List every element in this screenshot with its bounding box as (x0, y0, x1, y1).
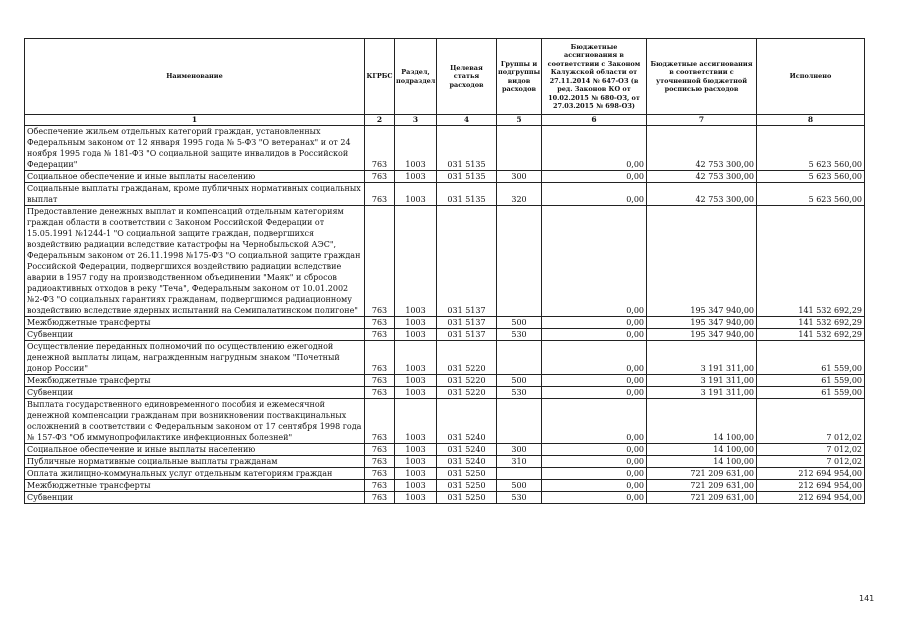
table-row (25, 492, 865, 504)
table-row (25, 444, 865, 456)
row-target-cell: 031 5220 (437, 341, 497, 375)
row-refined-amount-cell: 195 347 940,00 (647, 206, 757, 317)
row-target-cell: 031 5135 (437, 126, 497, 171)
row-law-amount-cell: 0,00 (542, 456, 647, 468)
row-executed-amount-cell: 212 694 954,00 (757, 480, 865, 492)
row-executed-amount-cell: 141 532 692,29 (757, 206, 865, 317)
row-name-cell: Осуществление переданных полномочий по осуществлению ежегодной денежной выплаты лицам, награжденным нагрудным знаком "Почетный донор России" (25, 341, 365, 375)
table-row (25, 341, 865, 375)
row-target-cell: 031 5250 (437, 468, 497, 480)
row-law-amount-cell: 0,00 (542, 375, 647, 387)
row-executed-amount-cell: 7 012,02 (757, 456, 865, 468)
row-kgrbs-cell: 763 (365, 456, 395, 468)
row-refined-amount-cell: 14 100,00 (647, 399, 757, 444)
row-name-cell: Публичные нормативные социальные выплаты гражданам (25, 456, 365, 468)
row-group-cell: 500 (497, 317, 542, 329)
row-group-cell: 300 (497, 171, 542, 183)
column-number: 1 (25, 115, 365, 126)
table-row (25, 387, 865, 399)
row-name-cell: Субвенции (25, 329, 365, 341)
row-law-amount-cell: 0,00 (542, 399, 647, 444)
row-executed-amount-cell: 61 559,00 (757, 387, 865, 399)
row-group-cell: 500 (497, 375, 542, 387)
row-name-cell: Социальные выплаты гражданам, кроме публичных нормативных социальных выплат (25, 183, 365, 206)
row-group-cell (497, 206, 542, 317)
row-executed-amount-cell: 5 623 560,00 (757, 183, 865, 206)
row-razdel-cell: 1003 (395, 329, 437, 341)
table-row (25, 480, 865, 492)
row-kgrbs-cell: 763 (365, 126, 395, 171)
row-law-amount-cell: 0,00 (542, 387, 647, 399)
header-executed: Исполнено (757, 39, 865, 115)
header-row (25, 39, 865, 115)
column-number: 2 (365, 115, 395, 126)
row-razdel-cell: 1003 (395, 341, 437, 375)
row-executed-amount-cell: 141 532 692,29 (757, 317, 865, 329)
table-row (25, 317, 865, 329)
row-name-cell: Межбюджетные трансферты (25, 480, 365, 492)
table-row (25, 206, 865, 317)
row-refined-amount-cell: 721 209 631,00 (647, 480, 757, 492)
header-law: Бюджетные ассигнования в соответствии с Законом Калужской области от 27.11.2014 № 647-ОЗ (в ред. Законов КО от 10.02.2015 № 680-ОЗ, от 27.03.2015 № 698-ОЗ) (542, 39, 647, 115)
row-razdel-cell: 1003 (395, 399, 437, 444)
table-row (25, 183, 865, 206)
table-body (25, 126, 865, 504)
row-kgrbs-cell: 763 (365, 480, 395, 492)
row-law-amount-cell: 0,00 (542, 492, 647, 504)
column-number: 7 (647, 115, 757, 126)
row-executed-amount-cell: 212 694 954,00 (757, 492, 865, 504)
row-refined-amount-cell: 3 191 311,00 (647, 375, 757, 387)
row-executed-amount-cell: 5 623 560,00 (757, 126, 865, 171)
row-law-amount-cell: 0,00 (542, 329, 647, 341)
row-refined-amount-cell: 3 191 311,00 (647, 341, 757, 375)
row-target-cell: 031 5250 (437, 480, 497, 492)
table-row (25, 399, 865, 444)
page-number: 141 (859, 594, 875, 603)
row-executed-amount-cell: 61 559,00 (757, 375, 865, 387)
column-number: 6 (542, 115, 647, 126)
budget-table (24, 38, 865, 504)
row-razdel-cell: 1003 (395, 317, 437, 329)
row-group-cell: 320 (497, 183, 542, 206)
row-razdel-cell: 1003 (395, 126, 437, 171)
column-numbers-row (25, 115, 865, 126)
row-kgrbs-cell: 763 (365, 183, 395, 206)
row-group-cell (497, 341, 542, 375)
row-group-cell: 300 (497, 444, 542, 456)
row-target-cell: 031 5135 (437, 171, 497, 183)
row-law-amount-cell: 0,00 (542, 126, 647, 171)
row-target-cell: 031 5137 (437, 206, 497, 317)
row-refined-amount-cell: 721 209 631,00 (647, 492, 757, 504)
header-name: Наименование (25, 39, 365, 115)
table-row (25, 171, 865, 183)
row-group-cell (497, 468, 542, 480)
row-target-cell: 031 5137 (437, 329, 497, 341)
row-executed-amount-cell: 5 623 560,00 (757, 171, 865, 183)
row-group-cell: 500 (497, 480, 542, 492)
row-group-cell: 310 (497, 456, 542, 468)
row-refined-amount-cell: 14 100,00 (647, 456, 757, 468)
row-refined-amount-cell: 195 347 940,00 (647, 329, 757, 341)
column-number: 8 (757, 115, 865, 126)
row-name-cell: Межбюджетные трансферты (25, 375, 365, 387)
row-refined-amount-cell: 42 753 300,00 (647, 126, 757, 171)
row-kgrbs-cell: 763 (365, 492, 395, 504)
header-refined: Бюджетные ассигнования в соответствии с уточненной бюджетной росписью расходов (647, 39, 757, 115)
row-razdel-cell: 1003 (395, 206, 437, 317)
row-executed-amount-cell: 7 012,02 (757, 444, 865, 456)
row-name-cell: Социальное обеспечение и иные выплаты населению (25, 444, 365, 456)
row-razdel-cell: 1003 (395, 171, 437, 183)
row-razdel-cell: 1003 (395, 480, 437, 492)
row-law-amount-cell: 0,00 (542, 317, 647, 329)
row-kgrbs-cell: 763 (365, 329, 395, 341)
row-group-cell (497, 399, 542, 444)
row-refined-amount-cell: 195 347 940,00 (647, 317, 757, 329)
row-refined-amount-cell: 14 100,00 (647, 444, 757, 456)
row-target-cell: 031 5250 (437, 492, 497, 504)
row-target-cell: 031 5137 (437, 317, 497, 329)
row-name-cell: Предоставление денежных выплат и компенсаций отдельным категориям граждан области в соответствии с Законом Российской Федерации от 15.05.1991 №1244-1 "О социальной защите граждан, подвергшихся воздействию радиации вследствие катастрофы на Чернобыльской АЭС", Федеральным законом от 26.11.1998 №175-ФЗ "О социальной защите граждан Российской Федерации, подвергшихся воздействию радиации вследствие аварии в 1957 году на производственном объединении "Маяк" и сбросов радиоактивных отходов в реку "Теча", Федеральным законом от 10.01.2002 №2-ФЗ "О социальных гарантиях гражданам, подвергшимся радиационному воздействию вследствие ядерных испытаний на Семипалатинском полигоне" (25, 206, 365, 317)
row-law-amount-cell: 0,00 (542, 468, 647, 480)
row-refined-amount-cell: 42 753 300,00 (647, 183, 757, 206)
header-groups: Группы и подгруппы видов расходов (497, 39, 542, 115)
table-row (25, 329, 865, 341)
row-name-cell: Социальное обеспечение и иные выплаты населению (25, 171, 365, 183)
table-row (25, 375, 865, 387)
row-kgrbs-cell: 763 (365, 468, 395, 480)
row-name-cell: Субвенции (25, 387, 365, 399)
row-law-amount-cell: 0,00 (542, 341, 647, 375)
row-name-cell: Обеспечение жильем отдельных категорий граждан, установленных Федеральным законом от 12 января 1995 года № 5-ФЗ "О ветеранах" и от 24 ноября 1995 года № 181-ФЗ "О социальной защите инвалидов в Российской Федерации" (25, 126, 365, 171)
row-target-cell: 031 5220 (437, 375, 497, 387)
row-razdel-cell: 1003 (395, 375, 437, 387)
row-law-amount-cell: 0,00 (542, 171, 647, 183)
table-row (25, 468, 865, 480)
row-name-cell: Межбюджетные трансферты (25, 317, 365, 329)
row-group-cell: 530 (497, 387, 542, 399)
row-refined-amount-cell: 3 191 311,00 (647, 387, 757, 399)
row-kgrbs-cell: 763 (365, 375, 395, 387)
row-law-amount-cell: 0,00 (542, 444, 647, 456)
row-razdel-cell: 1003 (395, 468, 437, 480)
row-refined-amount-cell: 42 753 300,00 (647, 171, 757, 183)
row-kgrbs-cell: 763 (365, 206, 395, 317)
row-target-cell: 031 5240 (437, 444, 497, 456)
row-target-cell: 031 5240 (437, 456, 497, 468)
row-kgrbs-cell: 763 (365, 171, 395, 183)
row-group-cell: 530 (497, 329, 542, 341)
row-kgrbs-cell: 763 (365, 317, 395, 329)
row-law-amount-cell: 0,00 (542, 480, 647, 492)
row-refined-amount-cell: 721 209 631,00 (647, 468, 757, 480)
row-kgrbs-cell: 763 (365, 399, 395, 444)
row-kgrbs-cell: 763 (365, 341, 395, 375)
row-executed-amount-cell: 61 559,00 (757, 341, 865, 375)
row-razdel-cell: 1003 (395, 387, 437, 399)
row-target-cell: 031 5135 (437, 183, 497, 206)
table-row (25, 126, 865, 171)
row-executed-amount-cell: 212 694 954,00 (757, 468, 865, 480)
row-name-cell: Субвенции (25, 492, 365, 504)
header-kgrbs: КГРБС (365, 39, 395, 115)
row-name-cell: Выплата государственного единовременного пособия и ежемесячной денежной компенсации гражданам при возникновении поствакцинальных осложнений в соответствии с Федеральным законом от 17 сентября 1998 года № 157-ФЗ "Об иммунопрофилактике инфекционных болезней" (25, 399, 365, 444)
row-executed-amount-cell: 141 532 692,29 (757, 329, 865, 341)
table-row (25, 456, 865, 468)
row-law-amount-cell: 0,00 (542, 183, 647, 206)
column-number: 5 (497, 115, 542, 126)
header-target: Целевая статья расходов (437, 39, 497, 115)
header-razdel: Раздел, подраздел (395, 39, 437, 115)
row-target-cell: 031 5240 (437, 399, 497, 444)
row-razdel-cell: 1003 (395, 183, 437, 206)
row-law-amount-cell: 0,00 (542, 206, 647, 317)
row-razdel-cell: 1003 (395, 444, 437, 456)
row-executed-amount-cell: 7 012,02 (757, 399, 865, 444)
row-group-cell (497, 126, 542, 171)
column-number: 3 (395, 115, 437, 126)
row-razdel-cell: 1003 (395, 456, 437, 468)
row-kgrbs-cell: 763 (365, 444, 395, 456)
column-number: 4 (437, 115, 497, 126)
row-name-cell: Оплата жилищно-коммунальных услуг отдельным категориям граждан (25, 468, 365, 480)
row-kgrbs-cell: 763 (365, 387, 395, 399)
row-group-cell: 530 (497, 492, 542, 504)
row-target-cell: 031 5220 (437, 387, 497, 399)
row-razdel-cell: 1003 (395, 492, 437, 504)
